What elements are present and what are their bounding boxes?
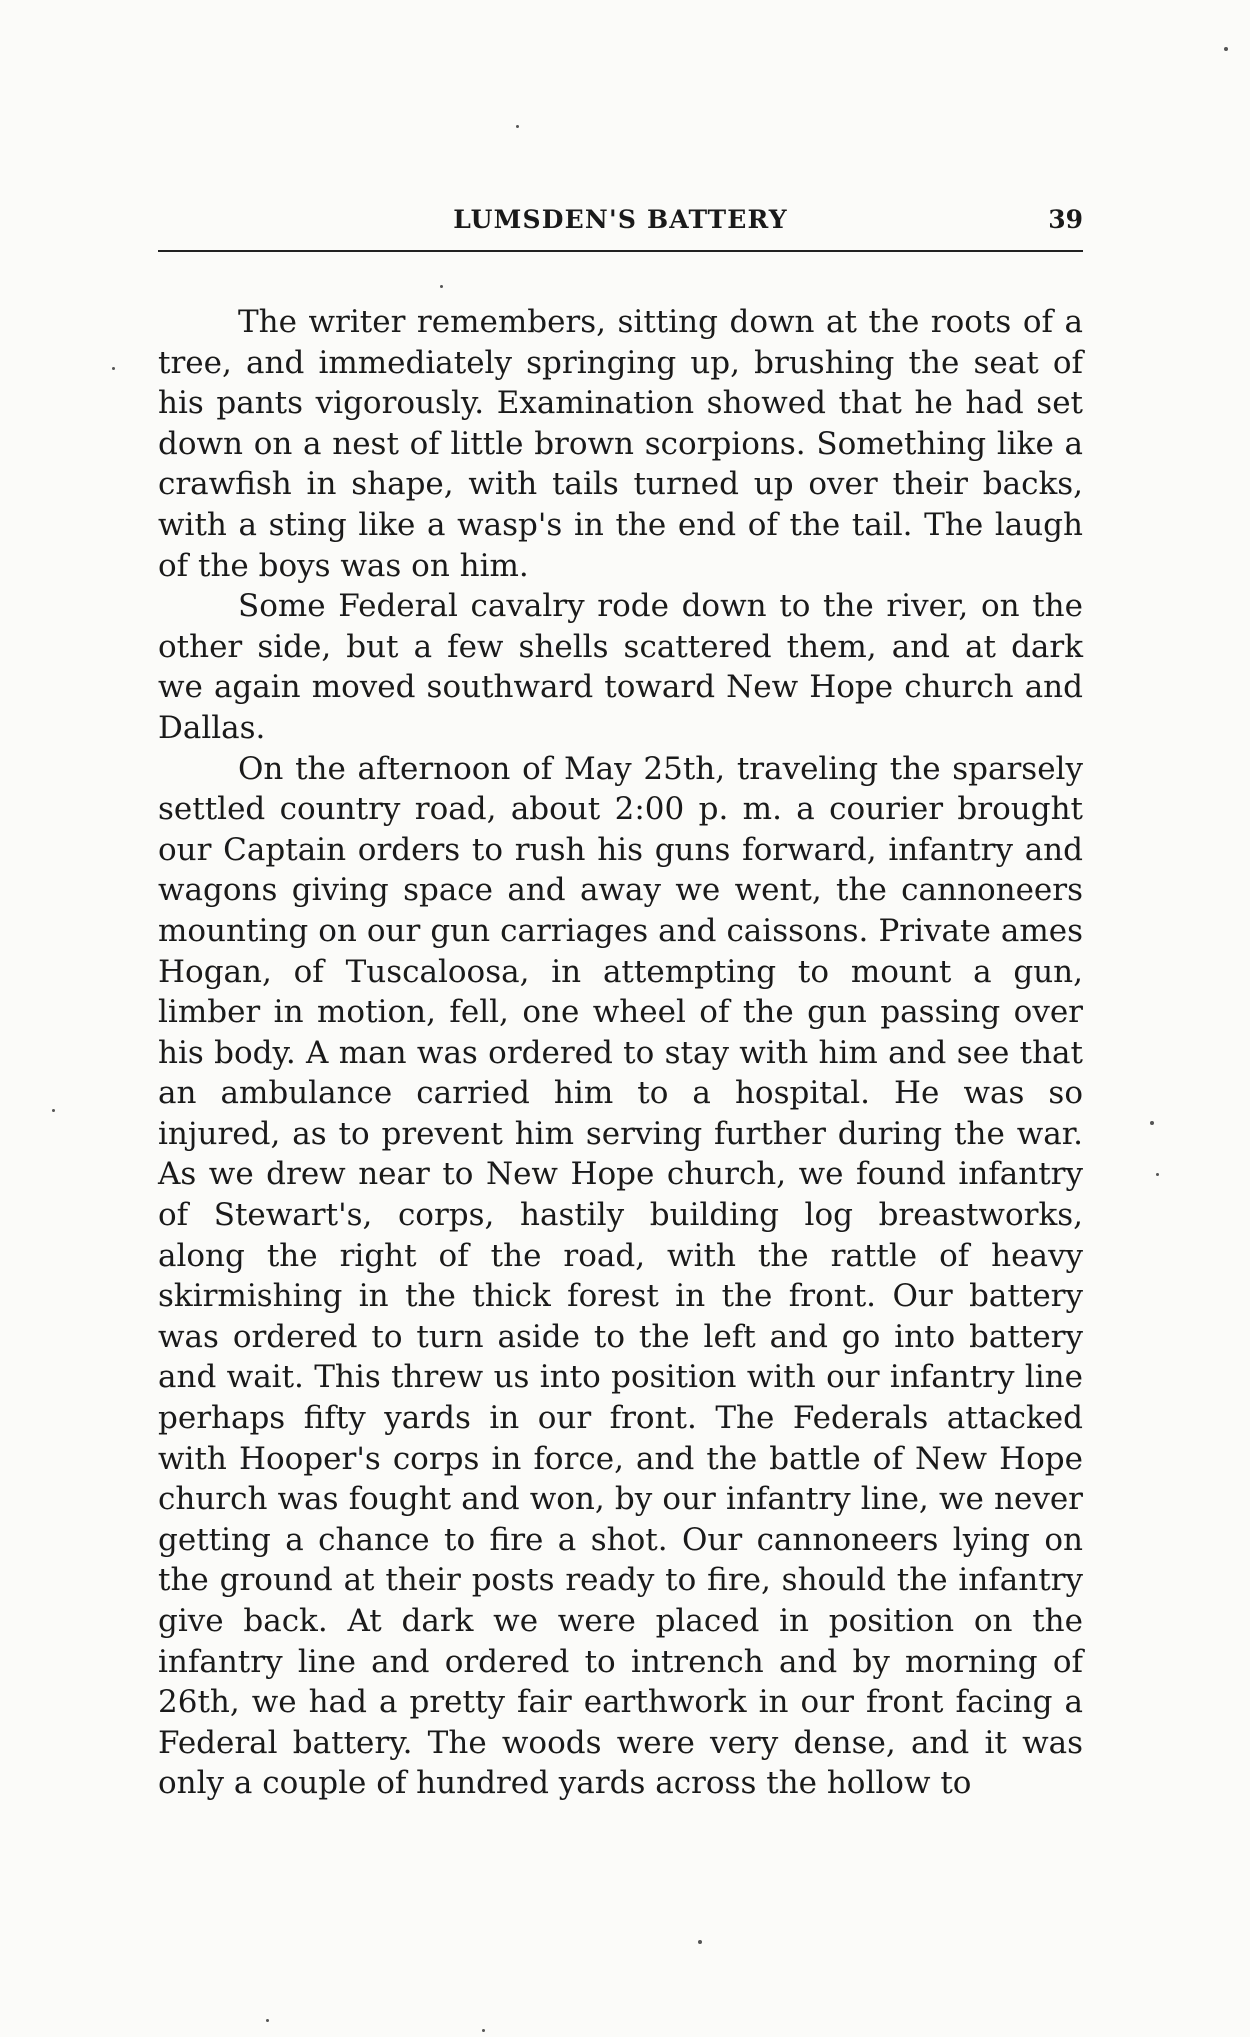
scan-speck xyxy=(698,1940,702,1944)
paragraph: On the afternoon of May 25th, traveling the sparsely settled country road, about 2:00 p. m. a courier brought our Captain orders to rush his guns forward, infantry and wagons giving space and away we went, the cannoneers mounting on our gun carriages and caissons. Private ames Hogan, of Tuscaloosa, in attempting to mount a gun, limber in motion, fell, one wheel of the gun passing over his body. A man was ordered to stay with him and see that an ambulance carried him to a hospital. He was so injured, as to prevent him serving further during the war. As we drew near to New Hope church, we found infantry of Stewart's, corps, hastily building log breastworks, along the right of the road, with the rattle of heavy skirmishing in the thick forest in the front. Our battery was ordered to turn aside to the left and go into battery and wait. This threw us into position with our infantry line perhaps fifty yards in our front. The Federals attacked with Hooper's corps in force, and the battle of New Hope church was fought and won, by our infantry line, we never getting a chance to fire a shot. Our cannoneers lying on the ground at their posts ready to fire, should the infantry give back. At dark we were placed in position on the infantry line and ordered to intrench and by morning of 26th, we had a pretty fair earthwork in our front facing a Federal battery. The woods were very dense, and it was only a couple of hundred yards across the hollow to xyxy=(158,750,1083,1802)
page-number: 39 xyxy=(1048,205,1083,234)
scan-speck xyxy=(266,2019,269,2022)
scan-speck xyxy=(482,2029,485,2032)
scan-speck xyxy=(112,367,115,370)
scan-speck xyxy=(1224,47,1228,51)
scan-speck xyxy=(52,1109,55,1112)
paragraph: Some Federal cavalry rode down to the river, on the other side, but a few shells scattered them, and at dark we again moved southward toward New Hope church and Dallas. xyxy=(158,588,1083,746)
scan-speck xyxy=(1156,1173,1159,1176)
body-text xyxy=(158,302,1083,1804)
scan-speck xyxy=(440,285,443,288)
paragraph: The writer remembers, sitting down at the roots of a tree, and immediately springing up, brushing the seat of his pants vigorously. Examination showed that he had set down on a nest of little brown scorpions. Something like a crawfish in shape, with tails turned up over their backs, with a sting like a wasp's in the end of the tail. The laugh of the boys was on him. xyxy=(158,304,1083,584)
scan-speck xyxy=(1150,1121,1154,1125)
running-title: LUMSDEN'S BATTERY xyxy=(453,205,788,234)
running-head xyxy=(158,200,1083,240)
scan-speck xyxy=(516,125,519,128)
header-rule xyxy=(158,250,1083,252)
